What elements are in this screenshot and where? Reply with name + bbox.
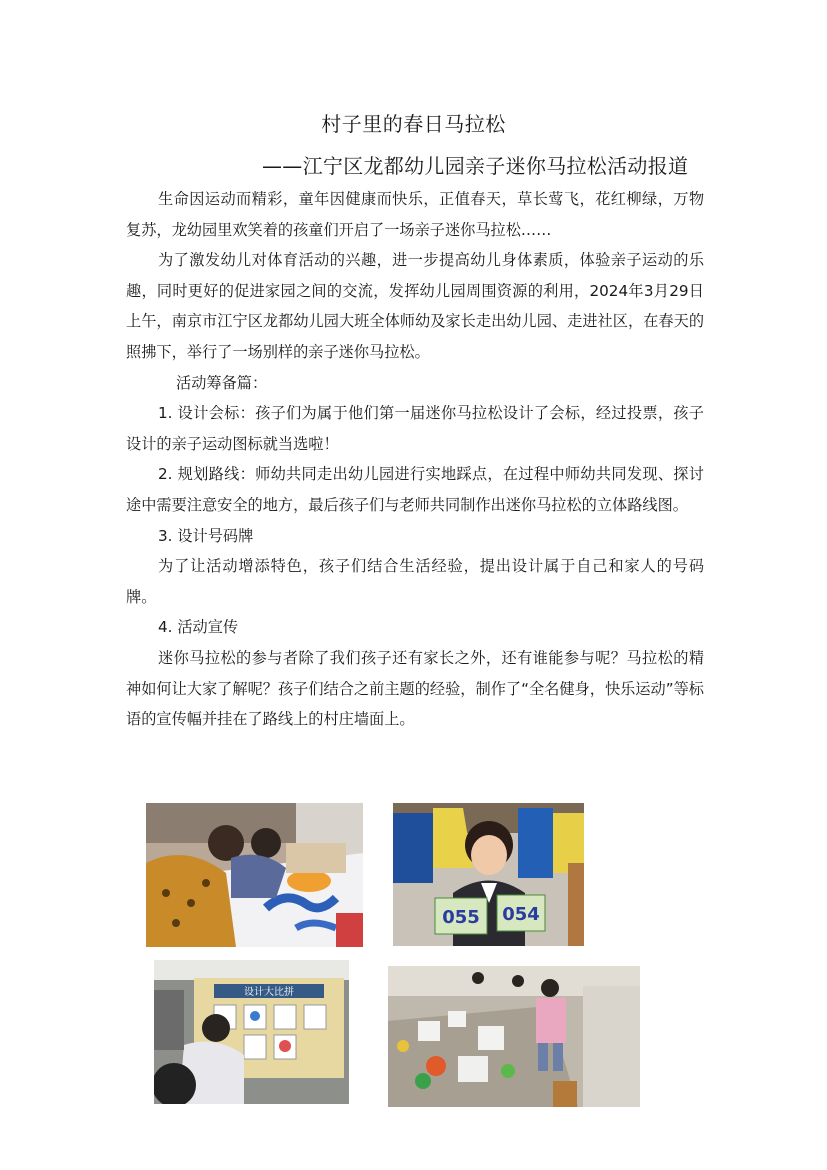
article-subtitle: ——江宁区龙都幼儿园亲子迷你马拉松活动报道 [262,154,689,178]
photo-children-drawing [146,803,363,947]
prep-heading: 活动筹备篇： [176,373,268,392]
photo-display-board [154,960,349,1104]
photo-number-cards [393,803,584,946]
article-body [126,184,704,735]
banner-text: 设计大比拼 [244,987,294,998]
intro-paragraph: 生命因运动而精彩，童年因健康而快乐，正值春天，草长莺飞，花红柳绿，万物复苏，龙幼园里欢笑着的孩童们开启了一场亲子迷你马拉松…… [126,190,704,239]
item-3-heading: 3. 设计号码牌 [158,526,254,545]
number-card-left: 055 [442,907,480,928]
number-card-right: 054 [502,904,540,925]
purpose-paragraph: 为了激发幼儿对体育活动的兴趣，进一步提高幼儿身体素质，体验亲子运动的乐趣，同时更好的促进家园之间的交流，发挥幼儿园周围资源的利用，2024年3月29日上午，南京市江宁区龙都幼儿园大班全体师幼及家长走出幼儿园、走进社区，在春天的照拂下，举行了一场别样的亲子迷你马拉松。 [126,251,704,361]
item-3-text: 为了让活动增添特色，孩子们结合生活经验，提出设计属于自己和家人的号码牌。 [126,557,704,606]
article-title: 村子里的春日马拉松 [321,112,506,136]
item-4-text: 迷你马拉松的参与者除了我们孩子还有家长之外，还有谁能参与呢？马拉松的精神如何让大家了解呢？孩子们结合之前主题的经验，制作了“全名健身，快乐运动”等标语的宣传幅并挂在了路线上的村庄墙面上。 [126,648,704,729]
item-1-logo-design: 1. 设计会标：孩子们为属于他们第一届迷你马拉松设计了会标，经过投票，孩子设计的亲子运动图标就当选啦！ [126,404,704,453]
photo-route-map-model [388,966,640,1107]
item-4-heading: 4. 活动宣传 [158,618,239,637]
item-2-route-planning: 2. 规划路线：师幼共同走出幼儿园进行实地踩点，在过程中师幼共同发现、探讨途中需要注意安全的地方，最后孩子们与老师共同制作出迷你马拉松的立体路线图。 [126,465,704,514]
